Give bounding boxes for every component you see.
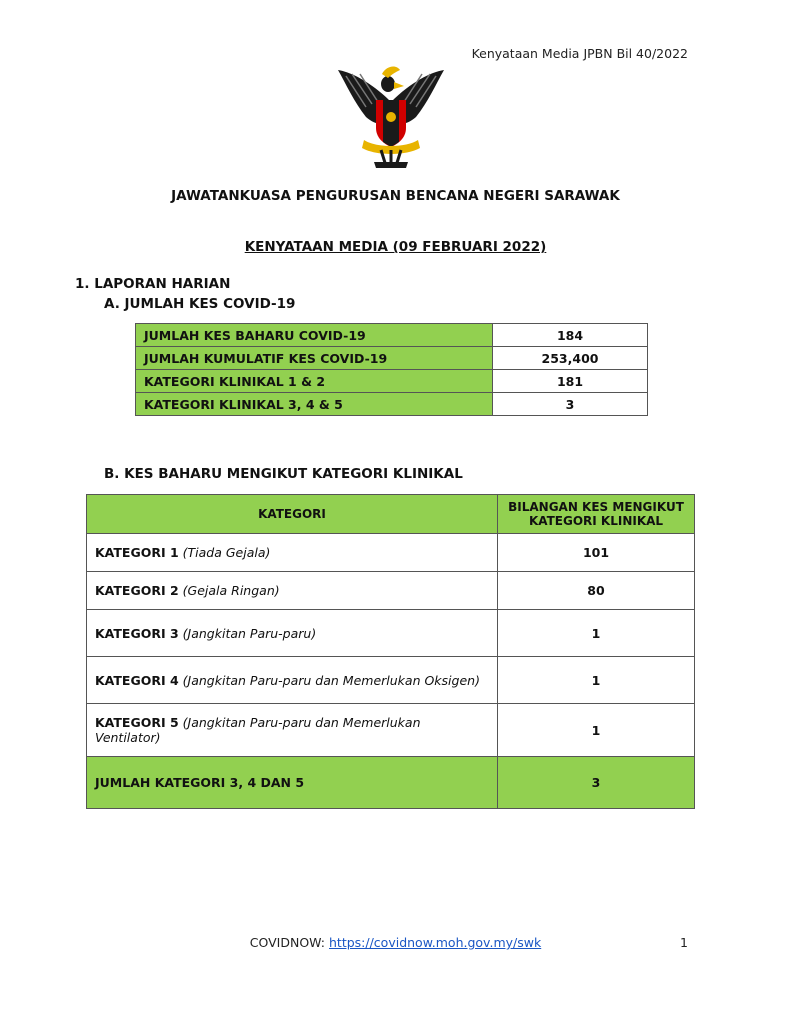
- column-header-count: BILANGAN KES MENGIKUT KATEGORI KLINIKAL: [498, 495, 695, 534]
- row-label: JUMLAH KES BAHARU COVID-19: [136, 324, 493, 347]
- footer: [0, 935, 791, 950]
- table-row: [87, 534, 695, 572]
- covidnow-link[interactable]: https://covidnow.moh.gov.my/swk: [329, 935, 542, 950]
- total-label: JUMLAH KATEGORI 3, 4 DAN 5: [87, 757, 498, 809]
- clinical-category-table: [86, 494, 695, 809]
- category-count: 1: [498, 657, 695, 704]
- table-row: [136, 393, 648, 416]
- table-row: [136, 370, 648, 393]
- category-count: 1: [498, 610, 695, 657]
- table-header-row: [87, 495, 695, 534]
- row-label: JUMLAH KUMULATIF KES COVID-19: [136, 347, 493, 370]
- category-name: KATEGORI 4: [95, 672, 179, 688]
- sarawak-crest-icon: [336, 62, 446, 172]
- table-row: [136, 324, 648, 347]
- row-value: 181: [493, 370, 648, 393]
- category-cell: [87, 534, 498, 572]
- table-row: [87, 572, 695, 610]
- category-name: KATEGORI 5: [95, 715, 179, 730]
- row-value: 3: [493, 393, 648, 416]
- total-value: 3: [498, 757, 695, 809]
- section-a-heading: A. JUMLAH KES COVID-19: [104, 296, 296, 312]
- row-value: 184: [493, 324, 648, 347]
- category-name: KATEGORI 2: [95, 583, 179, 598]
- table-row: [87, 657, 695, 704]
- document-reference: Kenyataan Media JPBN Bil 40/2022: [471, 46, 688, 61]
- section-b-heading: B. KES BAHARU MENGIKUT KATEGORI KLINIKAL: [104, 466, 463, 482]
- category-description: (Jangkitan Paru-paru dan Memerlukan Oksigen): [182, 672, 480, 688]
- footer-label: COVIDNOW:: [249, 935, 326, 950]
- category-count: 101: [498, 534, 695, 572]
- category-cell: [87, 572, 498, 610]
- category-cell: [87, 610, 498, 657]
- row-label: KATEGORI KLINIKAL 1 & 2: [136, 370, 493, 393]
- covid-case-totals-table: [135, 323, 648, 416]
- category-name: KATEGORI 1: [95, 545, 179, 560]
- document-title: KENYATAAN MEDIA (09 FEBRUARI 2022): [244, 239, 547, 255]
- row-value: 253,400: [493, 347, 648, 370]
- table-row: [87, 610, 695, 657]
- category-description: (Jangkitan Paru-paru): [182, 625, 317, 641]
- table-row: [136, 347, 648, 370]
- category-count: 80: [498, 572, 695, 610]
- category-description: (Gejala Ringan): [182, 583, 280, 598]
- category-cell: [87, 657, 498, 704]
- column-header-category: KATEGORI: [87, 495, 498, 534]
- row-label: KATEGORI KLINIKAL 3, 4 & 5: [136, 393, 493, 416]
- category-name: KATEGORI 3: [95, 625, 179, 641]
- table-total-row: [87, 757, 695, 809]
- page-number: 1: [680, 935, 688, 950]
- organization-title: JAWATANKUASA PENGURUSAN BENCANA NEGERI SARAWAK: [171, 188, 620, 204]
- table-row: [87, 704, 695, 757]
- section-1-heading: 1. LAPORAN HARIAN: [75, 276, 231, 292]
- category-count: 1: [498, 704, 695, 757]
- category-cell: [87, 704, 498, 757]
- category-description: (Jangkitan Paru-paru dan Memerlukan Ventilator): [95, 715, 421, 745]
- category-description: (Tiada Gejala): [182, 545, 271, 560]
